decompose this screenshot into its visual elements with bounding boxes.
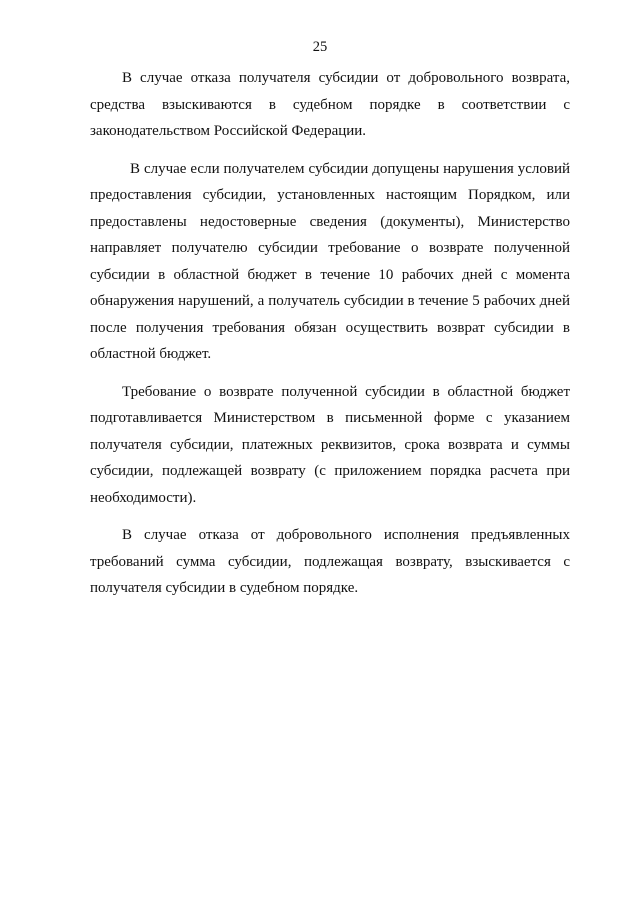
paragraph-refusal-voluntary-return: В случае отказа получателя субсидии от добровольного возврата, средства взыскиваются в судебном порядке в соответствии с законодательством Российской Федерации. bbox=[90, 70, 570, 139]
paragraph-judicial-recovery: В случае отказа от добровольного исполнения предъявленных требований сумма субсидии, подлежащая возврату, взыскивается с получателя субсидии в судебном порядке. bbox=[90, 527, 570, 596]
paragraph-requirement-form: Требование о возврате полученной субсидии в областной бюджет подготавливается Министерством в письменной форме с указанием получателя субсидии, платежных реквизитов, срока возврата и суммы субсидии, подлежащей возврату (с приложением порядка расчета при необходимости). bbox=[90, 383, 570, 506]
page-number: 25 bbox=[312, 39, 328, 55]
document-body bbox=[90, 65, 570, 613]
paragraph-violation-requirement: В случае если получателем субсидии допущены нарушения условий предоставления субсидии, установленных настоящим Порядком, или предоставлены недостоверные сведения (документы), Министерство направляет получателю субсидии требование о возврате полученной субсидии в областной бюджет в течение 10 рабочих дней с момента обнаружения нарушений, а получатель субсидии в течение 5 рабочих дней после получения требования обязан осуществить возврат субсидии в областной бюджет. bbox=[90, 160, 570, 362]
